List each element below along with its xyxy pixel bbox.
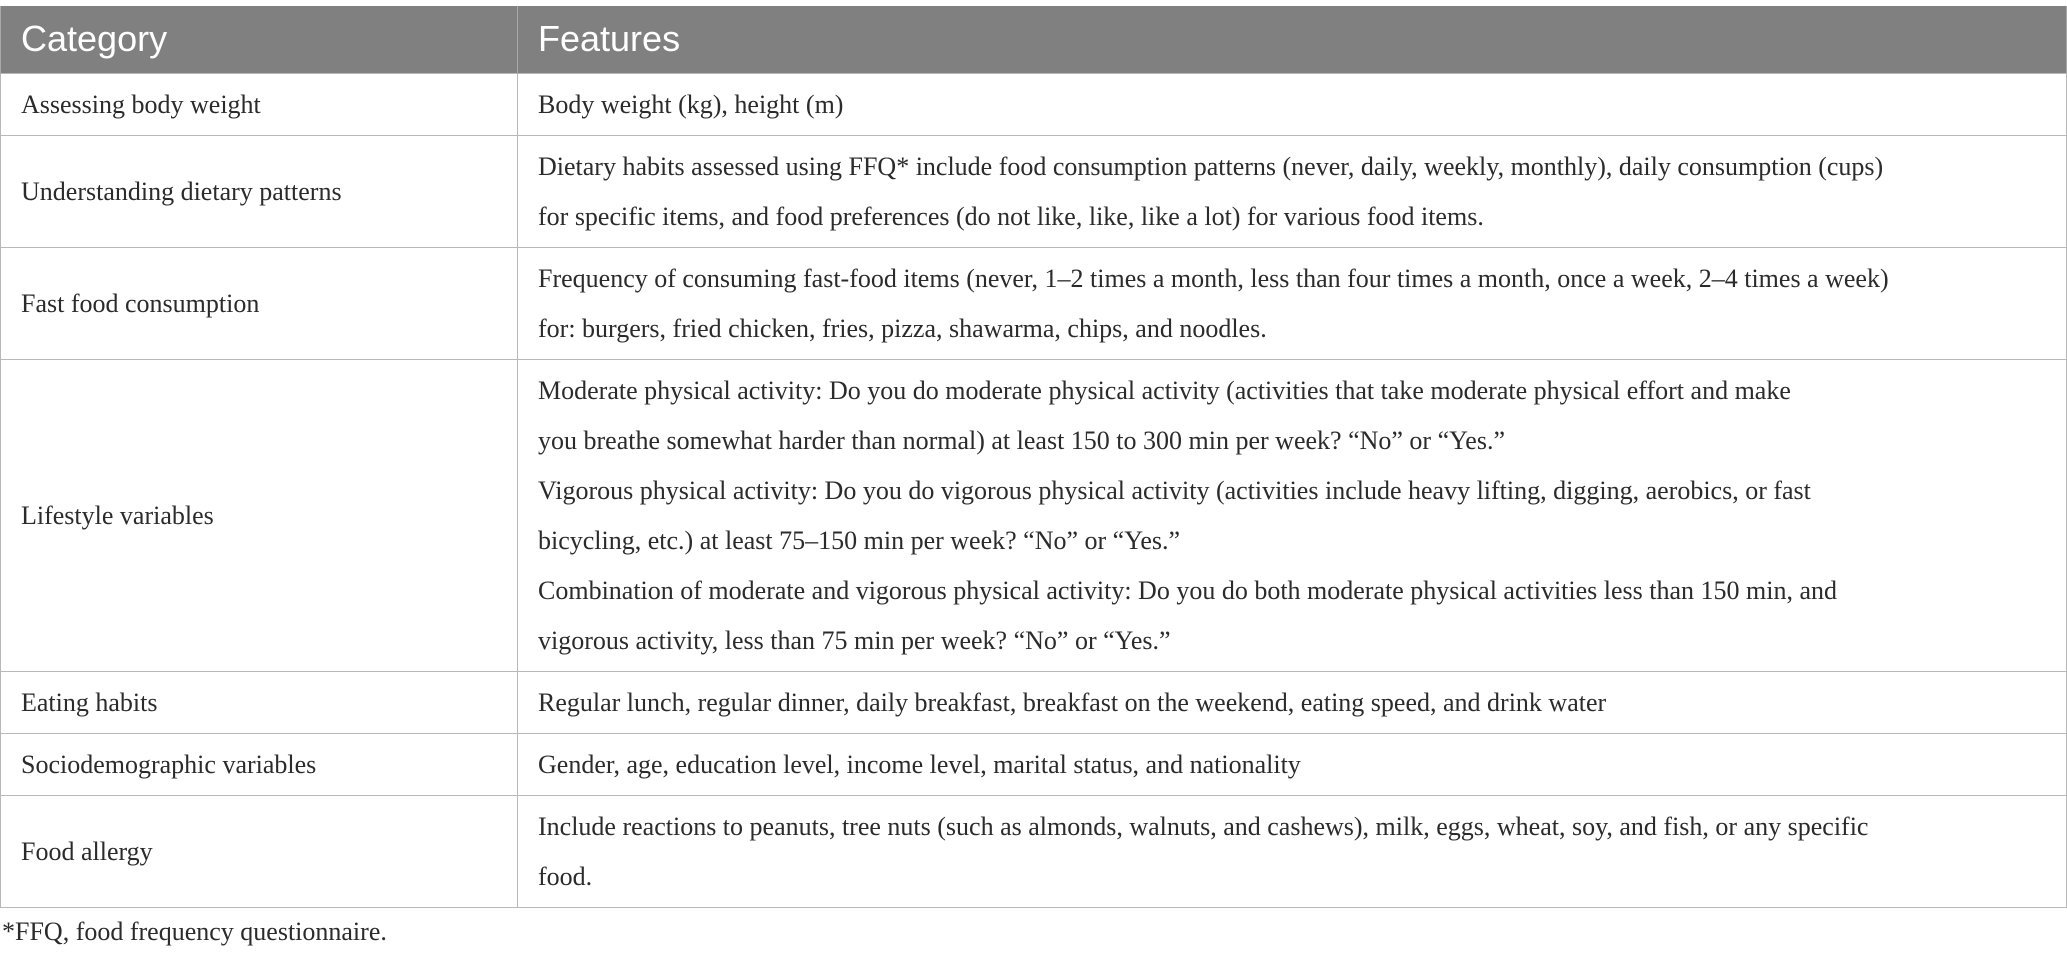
table-row (1, 247, 2067, 359)
category-cell: Sociodemographic variables (1, 733, 518, 795)
feature-text-line: vigorous activity, less than 75 min per week? “No” or “Yes.” (538, 625, 1171, 655)
header-row (1, 6, 2067, 73)
feature-text-line: Regular lunch, regular dinner, daily breakfast, breakfast on the weekend, eating speed, and drink water (538, 687, 1607, 717)
feature-text-line: food. (538, 861, 593, 891)
table-row (1, 73, 2067, 135)
category-cell: Food allergy (1, 795, 518, 907)
table-row (1, 135, 2067, 247)
features-cell (518, 247, 2067, 359)
feature-text-line: Vigorous physical activity: Do you do vigorous physical activity (activities include heavy lifting, digging, aerobics, or fast (538, 475, 1811, 505)
table-container (0, 6, 2067, 908)
table-row (1, 359, 2067, 671)
table-body (1, 73, 2067, 907)
feature-text-line: Dietary habits assessed using FFQ* include food consumption patterns (never, daily, weekly, monthly), daily consumption (cups) (538, 151, 1884, 181)
feature-text-line: Include reactions to peanuts, tree nuts (such as almonds, walnuts, and cashews), milk, eggs, wheat, soy, and fish, or any specific (538, 811, 1869, 841)
feature-text-line: bicycling, etc.) at least 75–150 min per week? “No” or “Yes.” (538, 525, 1181, 555)
feature-text-line: Moderate physical activity: Do you do moderate physical activity (activities that take moderate physical effort and make (538, 375, 1791, 405)
feature-text-line: Combination of moderate and vigorous physical activity: Do you do both moderate physical activities less than 150 min, and (538, 575, 1838, 605)
features-cell (518, 73, 2067, 135)
feature-text-line: for specific items, and food preferences (do not like, like, like a lot) for various food items. (538, 201, 1484, 231)
table-header (1, 6, 2067, 73)
feature-text-line: for: burgers, fried chicken, fries, pizza, shawarma, chips, and noodles. (538, 313, 1267, 343)
header-category: Category (1, 6, 518, 73)
category-cell: Fast food consumption (1, 247, 518, 359)
features-cell (518, 135, 2067, 247)
table-footnote: *FFQ, food frequency questionnaire. (2, 917, 387, 946)
category-cell: Understanding dietary patterns (1, 135, 518, 247)
features-table (0, 6, 2067, 908)
table-row (1, 733, 2067, 795)
table-row (1, 671, 2067, 733)
table-row (1, 795, 2067, 907)
feature-text-line: Body weight (kg), height (m) (538, 89, 844, 119)
features-cell (518, 733, 2067, 795)
category-cell: Assessing body weight (1, 73, 518, 135)
features-cell (518, 671, 2067, 733)
features-cell (518, 795, 2067, 907)
feature-text-line: you breathe somewhat harder than normal) at least 150 to 300 min per week? “No” or “Yes.” (538, 425, 1505, 455)
feature-text-line: Frequency of consuming fast-food items (never, 1–2 times a month, less than four times a month, once a week, 2–4 times a week) (538, 263, 1889, 293)
category-cell: Lifestyle variables (1, 359, 518, 671)
features-cell (518, 359, 2067, 671)
header-features: Features (518, 6, 2067, 73)
feature-text-line: Gender, age, education level, income level, marital status, and nationality (538, 749, 1301, 779)
category-cell: Eating habits (1, 671, 518, 733)
